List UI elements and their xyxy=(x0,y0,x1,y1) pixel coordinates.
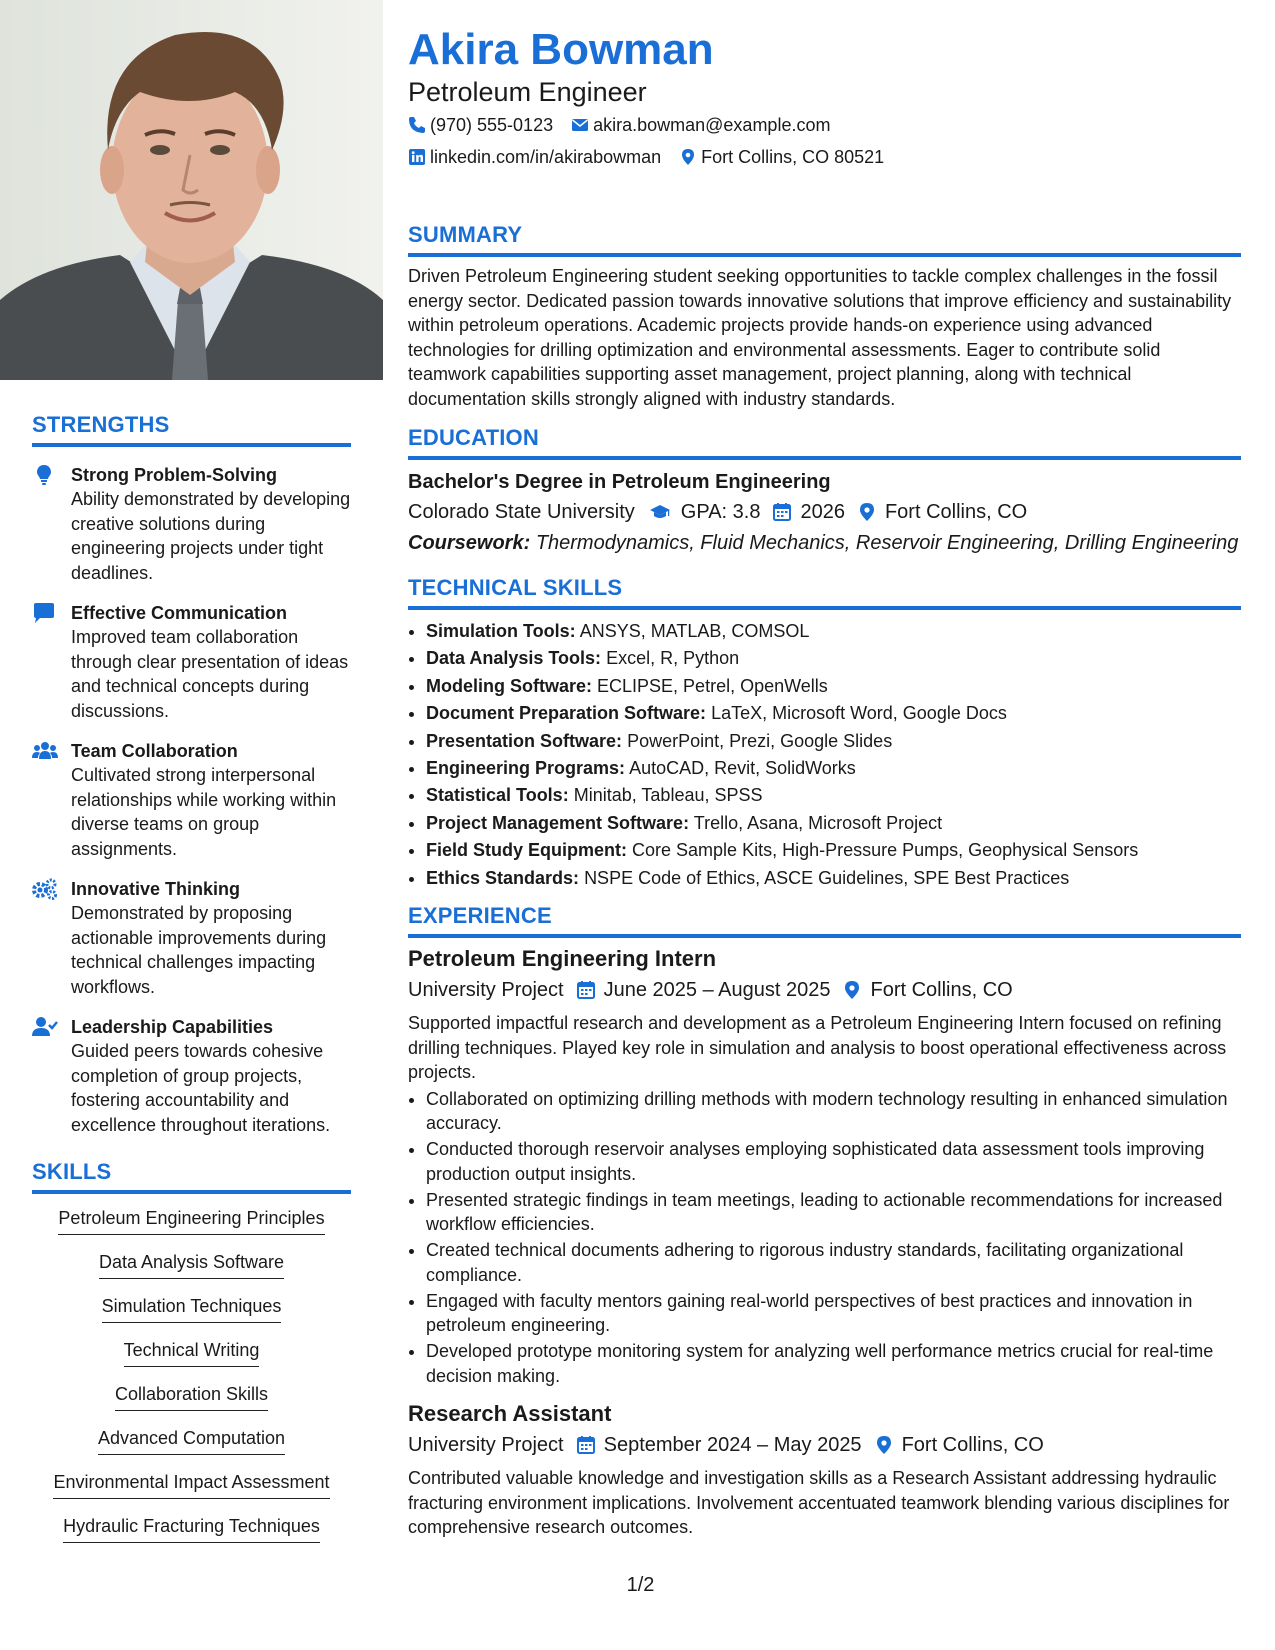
strength-title: Strong Problem-Solving xyxy=(71,465,278,485)
summary-heading: SUMMARY xyxy=(408,222,1241,257)
contact-row xyxy=(408,113,848,137)
phone-contact[interactable] xyxy=(408,113,553,137)
education-heading: EDUCATION xyxy=(408,425,1241,460)
skill-tag: Collaboration Skills xyxy=(115,1376,268,1411)
calendar-icon xyxy=(772,502,792,522)
email-text: akira.bowman@example.com xyxy=(593,115,831,135)
experience-heading: EXPERIENCE xyxy=(408,903,1241,938)
skill-tag: Advanced Computation xyxy=(98,1420,285,1455)
education-section xyxy=(408,425,1241,557)
contact-row xyxy=(408,145,902,169)
strength-item xyxy=(32,739,351,861)
calendar-icon xyxy=(576,980,596,1000)
strength-title: Effective Communication xyxy=(71,603,288,623)
skill-value: NSPE Code of Ethics, ASCE Guidelines, SPE Best Practices xyxy=(584,867,1070,888)
skill-value: ECLIPSE, Petrel, OpenWells xyxy=(597,675,828,696)
technical-skills-heading: TECHNICAL SKILLS xyxy=(408,575,1241,610)
skills-section xyxy=(32,1159,351,1552)
users-icon xyxy=(32,740,58,762)
summary-section xyxy=(408,222,1241,411)
job-meta xyxy=(408,976,1241,1004)
list-item xyxy=(426,700,1241,727)
summary-text: Driven Petroleum Engineering student seeking opportunities to tackle complex challenges in the fossil energy sector. Dedicated passion towards innovative solutions that improve efficiency and sustainability within petroleum operations. Academic projects provide hands-on experience using advanced technologies for drilling optimization and environmental assessments. Eager to contribute solid teamwork capabilities supporting asset management, project planning, along with technical documentation skills strongly aligned with industry standards. xyxy=(408,266,1232,409)
skills-heading: SKILLS xyxy=(32,1159,351,1194)
strength-desc: Cultivated strong interpersonal relationships while working within diverse teams on group assignments. xyxy=(71,765,337,859)
profile-photo xyxy=(0,0,383,380)
coursework xyxy=(408,529,1241,557)
skill-tag: Environmental Impact Assessment xyxy=(53,1464,329,1499)
page-number-text: 1/2 xyxy=(626,1574,655,1596)
strength-item xyxy=(32,463,351,585)
list-item: • Engaged with faculty mentors gaining real-world perspectives of best practices and innovation in petroleum engineering. xyxy=(426,1289,1241,1338)
skill-value: ANSYS, MATLAB, COMSOL xyxy=(579,621,810,641)
job-location: Fort Collins, CO xyxy=(901,1434,1044,1456)
gpa-value: GPA: 3.8 xyxy=(680,501,761,523)
email-contact[interactable] xyxy=(571,113,830,137)
graduation-cap-icon xyxy=(647,502,673,522)
location-pin-icon xyxy=(857,502,877,522)
list-item: • Collaborated on optimizing drilling methods with modern technology resulting in enhanced simulation accuracy. xyxy=(426,1087,1241,1136)
skill-label: Statistical Tools: xyxy=(426,785,569,806)
strength-desc: Improved team collaboration through clear presentation of ideas and technical concepts during discussions. xyxy=(71,627,349,721)
skill-tag: Data Analysis Software xyxy=(99,1244,284,1279)
strength-item xyxy=(32,1015,351,1137)
candidate-role: Petroleum Engineer xyxy=(408,77,647,107)
linkedin-text: linkedin.com/in/akirabowman xyxy=(430,147,662,167)
skill-label: Modeling Software: xyxy=(426,675,592,696)
location-pin-icon xyxy=(874,1435,894,1455)
strength-desc: Ability demonstrated by developing creative solutions during engineering projects under tight deadlines. xyxy=(71,489,351,583)
graduation-year: 2026 xyxy=(800,501,845,523)
skill-value: LaTeX, Microsoft Word, Google Docs xyxy=(711,703,1007,724)
left-column xyxy=(0,0,383,1650)
location-contact xyxy=(679,145,884,169)
school-location: Fort Collins, CO xyxy=(884,501,1028,523)
job-org: University Project xyxy=(408,1434,564,1456)
location-pin-icon xyxy=(679,148,697,166)
job-summary: Supported impactful research and development as a Petroleum Engineering Intern focused on refining drilling techniques. Played key role in simulation and analysis to boost operational effectiveness across projects. xyxy=(408,1013,1227,1082)
coursework-label: Coursework: xyxy=(408,532,531,554)
linkedin-contact[interactable] xyxy=(408,145,661,169)
strength-title: Innovative Thinking xyxy=(71,879,241,899)
speech-bubble-icon xyxy=(32,602,58,624)
skill-value: AutoCAD, Revit, SolidWorks xyxy=(629,758,856,779)
school-name: Colorado State University xyxy=(408,501,635,523)
experience-section xyxy=(408,903,1241,1540)
technical-skills-list xyxy=(408,618,1241,892)
job-meta xyxy=(408,1431,1241,1459)
lightbulb-icon xyxy=(32,464,58,486)
skill-label: Document Preparation Software: xyxy=(426,703,707,724)
linkedin-icon xyxy=(408,148,426,166)
list-item xyxy=(426,645,1241,672)
coursework-list: Thermodynamics, Fluid Mechanics, Reservoir Engineering, Drilling Engineering xyxy=(535,532,1239,554)
skill-value: Trello, Asana, Microsoft Project xyxy=(693,812,943,833)
skill-value: PowerPoint, Prezi, Google Slides xyxy=(627,730,893,751)
list-item xyxy=(426,755,1241,782)
job-location: Fort Collins, CO xyxy=(870,979,1013,1001)
list-item xyxy=(426,782,1241,809)
job-title: Petroleum Engineering Intern xyxy=(408,946,717,971)
skill-label: Field Study Equipment: xyxy=(426,840,627,861)
calendar-icon xyxy=(576,1435,596,1455)
technical-skills-section xyxy=(408,575,1241,892)
list-item xyxy=(426,673,1241,700)
skill-label: Engineering Programs: xyxy=(426,758,626,779)
envelope-icon xyxy=(571,116,589,134)
job-bullets xyxy=(408,1087,1241,1389)
skill-label: Data Analysis Tools: xyxy=(426,648,602,669)
job-dates: September 2024 – May 2025 xyxy=(603,1434,862,1456)
page-number xyxy=(0,1574,1275,1597)
candidate-name: Akira Bowman xyxy=(408,25,714,74)
job-entry xyxy=(408,1400,1241,1540)
strength-desc: Demonstrated by proposing actionable improvements during technical challenges impacting workflows. xyxy=(71,903,327,997)
strength-title: Leadership Capabilities xyxy=(71,1017,274,1037)
location-pin-icon xyxy=(842,980,862,1000)
list-item: • Created technical documents adhering to rigorous industry standards, facilitating organizational compliance. xyxy=(426,1238,1241,1287)
list-item xyxy=(426,618,1241,645)
strength-item xyxy=(32,877,351,999)
strength-item xyxy=(32,601,351,723)
skill-tag: Hydraulic Fracturing Techniques xyxy=(63,1508,320,1543)
job-org: University Project xyxy=(408,979,564,1001)
skill-value: Excel, R, Python xyxy=(606,648,740,669)
job-entry xyxy=(408,945,1241,1388)
user-check-icon xyxy=(32,1016,58,1038)
phone-icon xyxy=(408,116,426,134)
skill-tag: Petroleum Engineering Principles xyxy=(58,1200,324,1235)
strength-desc: Guided peers towards cohesive completion of group projects, fostering accountability and excellence throughout iterations. xyxy=(71,1041,331,1135)
skill-value: Minitab, Tableau, SPSS xyxy=(573,785,763,806)
phone-text: (970) 555-0123 xyxy=(430,115,554,135)
list-item: • Developed prototype monitoring system for analyzing well performance metrics crucial for real-time decision making. xyxy=(426,1339,1241,1388)
list-item xyxy=(426,728,1241,755)
list-item xyxy=(426,865,1241,892)
strengths-heading: STRENGTHS xyxy=(32,412,351,447)
skill-label: Ethics Standards: xyxy=(426,867,580,888)
education-meta xyxy=(408,498,1241,526)
skill-label: Presentation Software: xyxy=(426,730,623,751)
list-item xyxy=(426,837,1241,864)
skill-label: Project Management Software: xyxy=(426,812,690,833)
strength-title: Team Collaboration xyxy=(71,741,238,761)
strengths-section xyxy=(32,412,351,1137)
skills-list xyxy=(32,1200,351,1552)
skill-tag: Technical Writing xyxy=(124,1332,260,1367)
job-summary: Contributed valuable knowledge and investigation skills as a Research Assistant addressing hydraulic fracturing environment implications. Involvement accentuated teamwork blending various disciplines for comprehensive research outcomes. xyxy=(408,1468,1230,1537)
job-dates: June 2025 – August 2025 xyxy=(603,979,831,1001)
list-item xyxy=(426,810,1241,837)
location-text: Fort Collins, CO 80521 xyxy=(701,147,885,167)
degree-title: Bachelor's Degree in Petroleum Engineering xyxy=(408,471,831,493)
skill-label: Simulation Tools: xyxy=(426,621,576,641)
job-title: Research Assistant xyxy=(408,1401,612,1426)
list-item: • Presented strategic findings in team meetings, leading to actionable recommendations for increased workflow efficiencies. xyxy=(426,1188,1241,1237)
gears-icon xyxy=(32,878,58,900)
skill-tag: Simulation Techniques xyxy=(102,1288,282,1323)
list-item: • Conducted thorough reservoir analyses employing sophisticated data assessment tools improving production output insights. xyxy=(426,1137,1241,1186)
skill-value: Core Sample Kits, High-Pressure Pumps, Geophysical Sensors xyxy=(632,840,1139,861)
